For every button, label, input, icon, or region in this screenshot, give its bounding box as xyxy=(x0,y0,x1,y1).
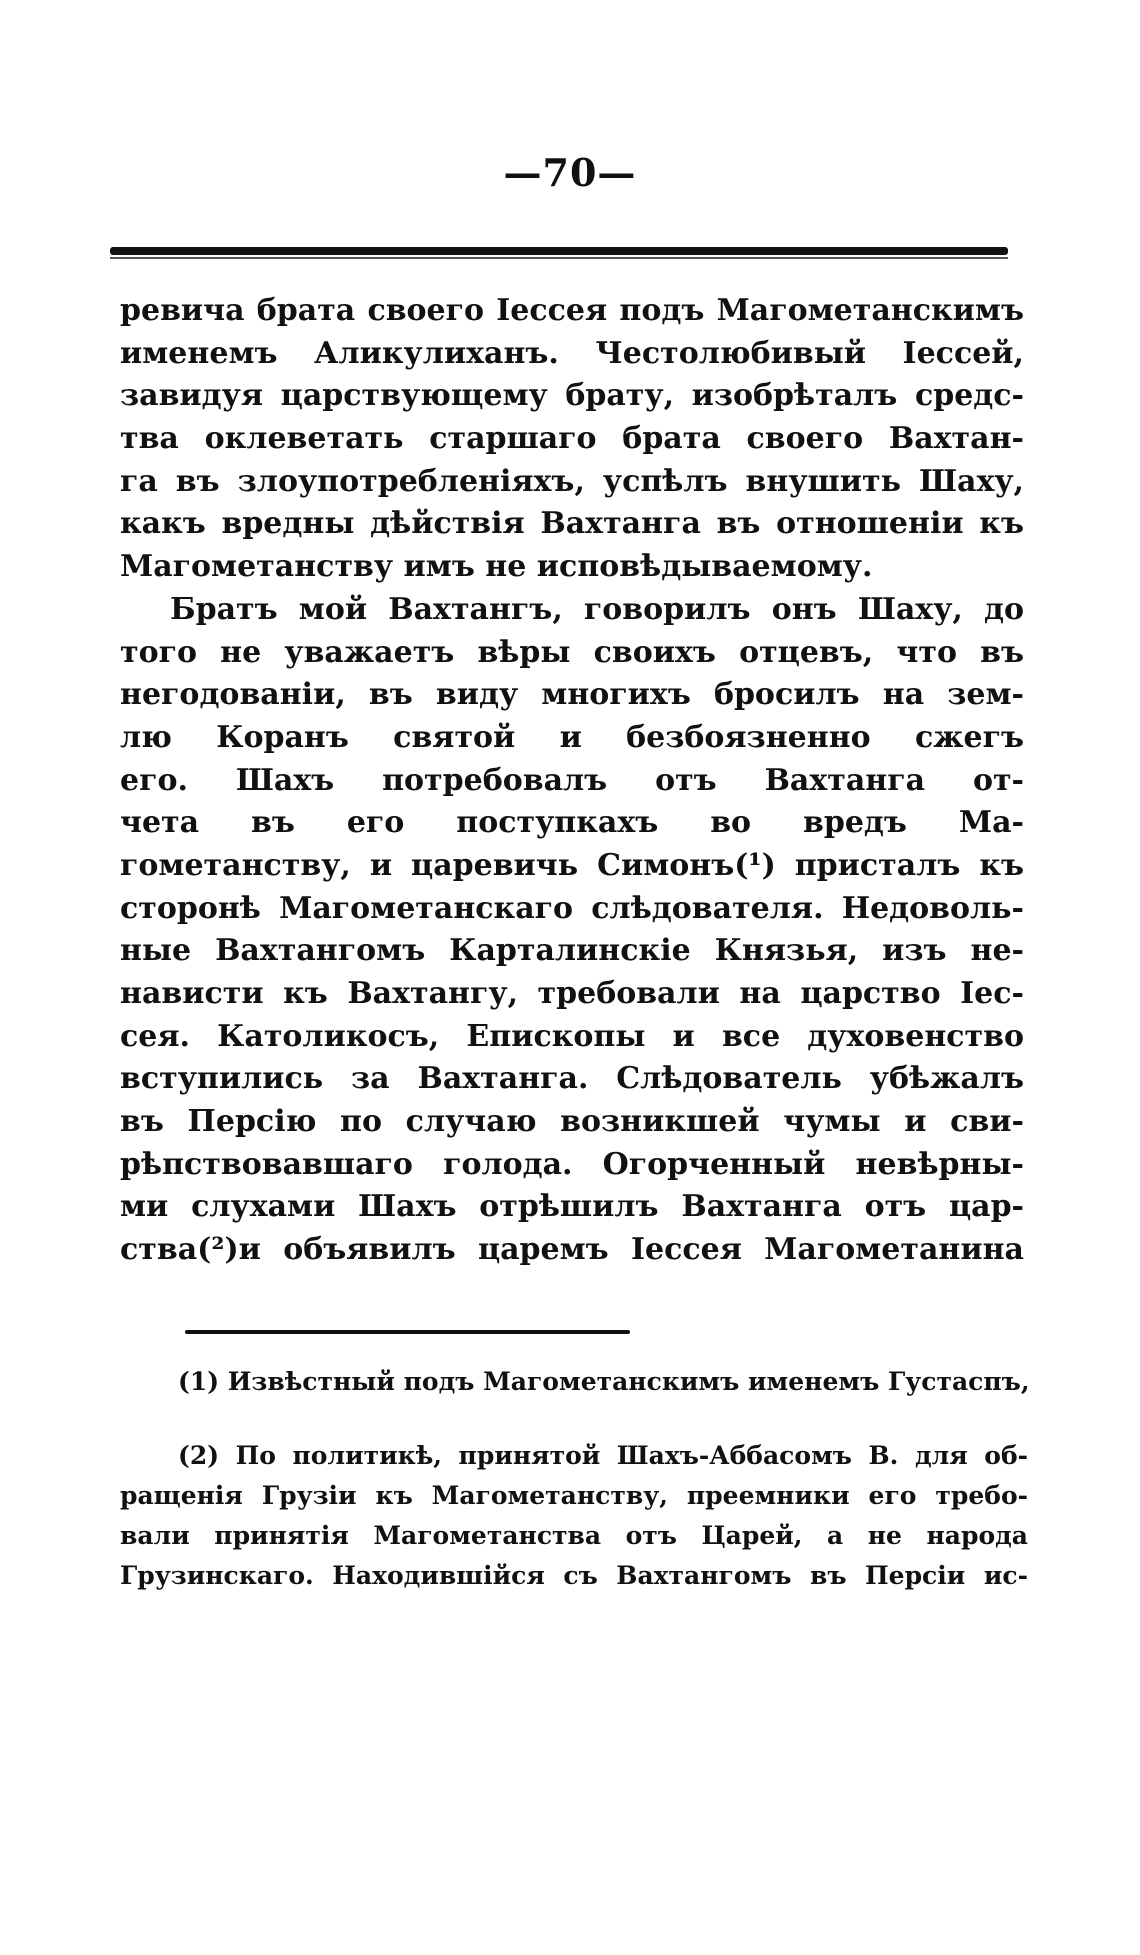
footnote-line: (1) Извѣстный подъ Магометанскимъ именемъ Густаспъ, xyxy=(178,1367,1030,1396)
header-rule xyxy=(110,247,1008,255)
footnote-rule xyxy=(185,1330,630,1334)
text-line: рѣпствовавшаго голода. Огорченный невѣрны- xyxy=(120,1146,1024,1182)
footnote-line: ращенія Грузіи къ Магометанству, преемники его требо- xyxy=(120,1481,1028,1510)
text-line: ные Вахтангомъ Карталинскіе Князья, изъ не- xyxy=(120,933,1024,969)
footnote-line: (2) По политикѣ, принятой Шахъ-Аббасомъ В. для об- xyxy=(178,1441,1028,1470)
text-line: Братъ мой Вахтангъ, говорилъ онъ Шаху, до xyxy=(170,591,1024,627)
body-text xyxy=(120,290,1024,1272)
text-line: лю Коранъ святой и безбоязненно сжегъ xyxy=(120,719,1024,755)
text-line: ми слухами Шахъ отрѣшилъ Вахтанга отъ цар- xyxy=(120,1189,1024,1225)
text-line: тва оклеветать старшаго брата своего Вахтан- xyxy=(120,421,1024,457)
text-line: завидуя царствующему брату, изобрѣталъ средс- xyxy=(120,378,1024,414)
text-line: ревича брата своего Іессея подъ Магометанскимъ xyxy=(120,293,1024,328)
text-line: гометанству, и царевичь Симонъ(¹) присталъ къ xyxy=(120,847,1024,883)
text-line: именемъ Аликулиханъ. Честолюбивый Іессей, xyxy=(120,335,1024,371)
text-line: въ Персію по случаю возникшей чумы и сви- xyxy=(120,1104,1024,1140)
text-line: какъ вредны дѣйствія Вахтанга въ отношеніи къ xyxy=(120,506,1024,542)
text-line: Магометанству имъ не исповѣдываемому. xyxy=(120,549,873,585)
footnotes xyxy=(120,1362,1028,1596)
text-line: сея. Католикосъ, Епископы и все духовенство xyxy=(120,1018,1024,1054)
text-line: га въ злоупотребленіяхъ, успѣлъ внушить Шаху, xyxy=(120,463,1024,499)
text-line: негодованіи, въ виду многихъ бросилъ на зем- xyxy=(120,677,1024,713)
page-number: —70— xyxy=(503,150,637,195)
text-line: сторонѣ Магометанскаго слѣдователя. Недоволь- xyxy=(120,890,1024,926)
footnote-line: Грузинскаго. Находившійся съ Вахтангомъ въ Персіи ис- xyxy=(120,1561,1028,1590)
text-line: вступились за Вахтанга. Слѣдователь убѣжалъ xyxy=(120,1061,1024,1097)
text-line: ства(²)и объявилъ царемъ Іессея Магометанина xyxy=(120,1232,1024,1268)
text-line: того не уважаетъ вѣры своихъ отцевъ, что въ xyxy=(120,634,1024,670)
text-line: чета въ его поступкахъ во вредъ Ма- xyxy=(120,805,1024,841)
footnote-line: вали принятія Магометанства отъ Царей, а не народа xyxy=(120,1521,1028,1550)
text-line: нависти къ Вахтангу, требовали на царство Іес- xyxy=(120,976,1024,1011)
text-line: его. Шахъ потребовалъ отъ Вахтанга от- xyxy=(120,762,1024,798)
